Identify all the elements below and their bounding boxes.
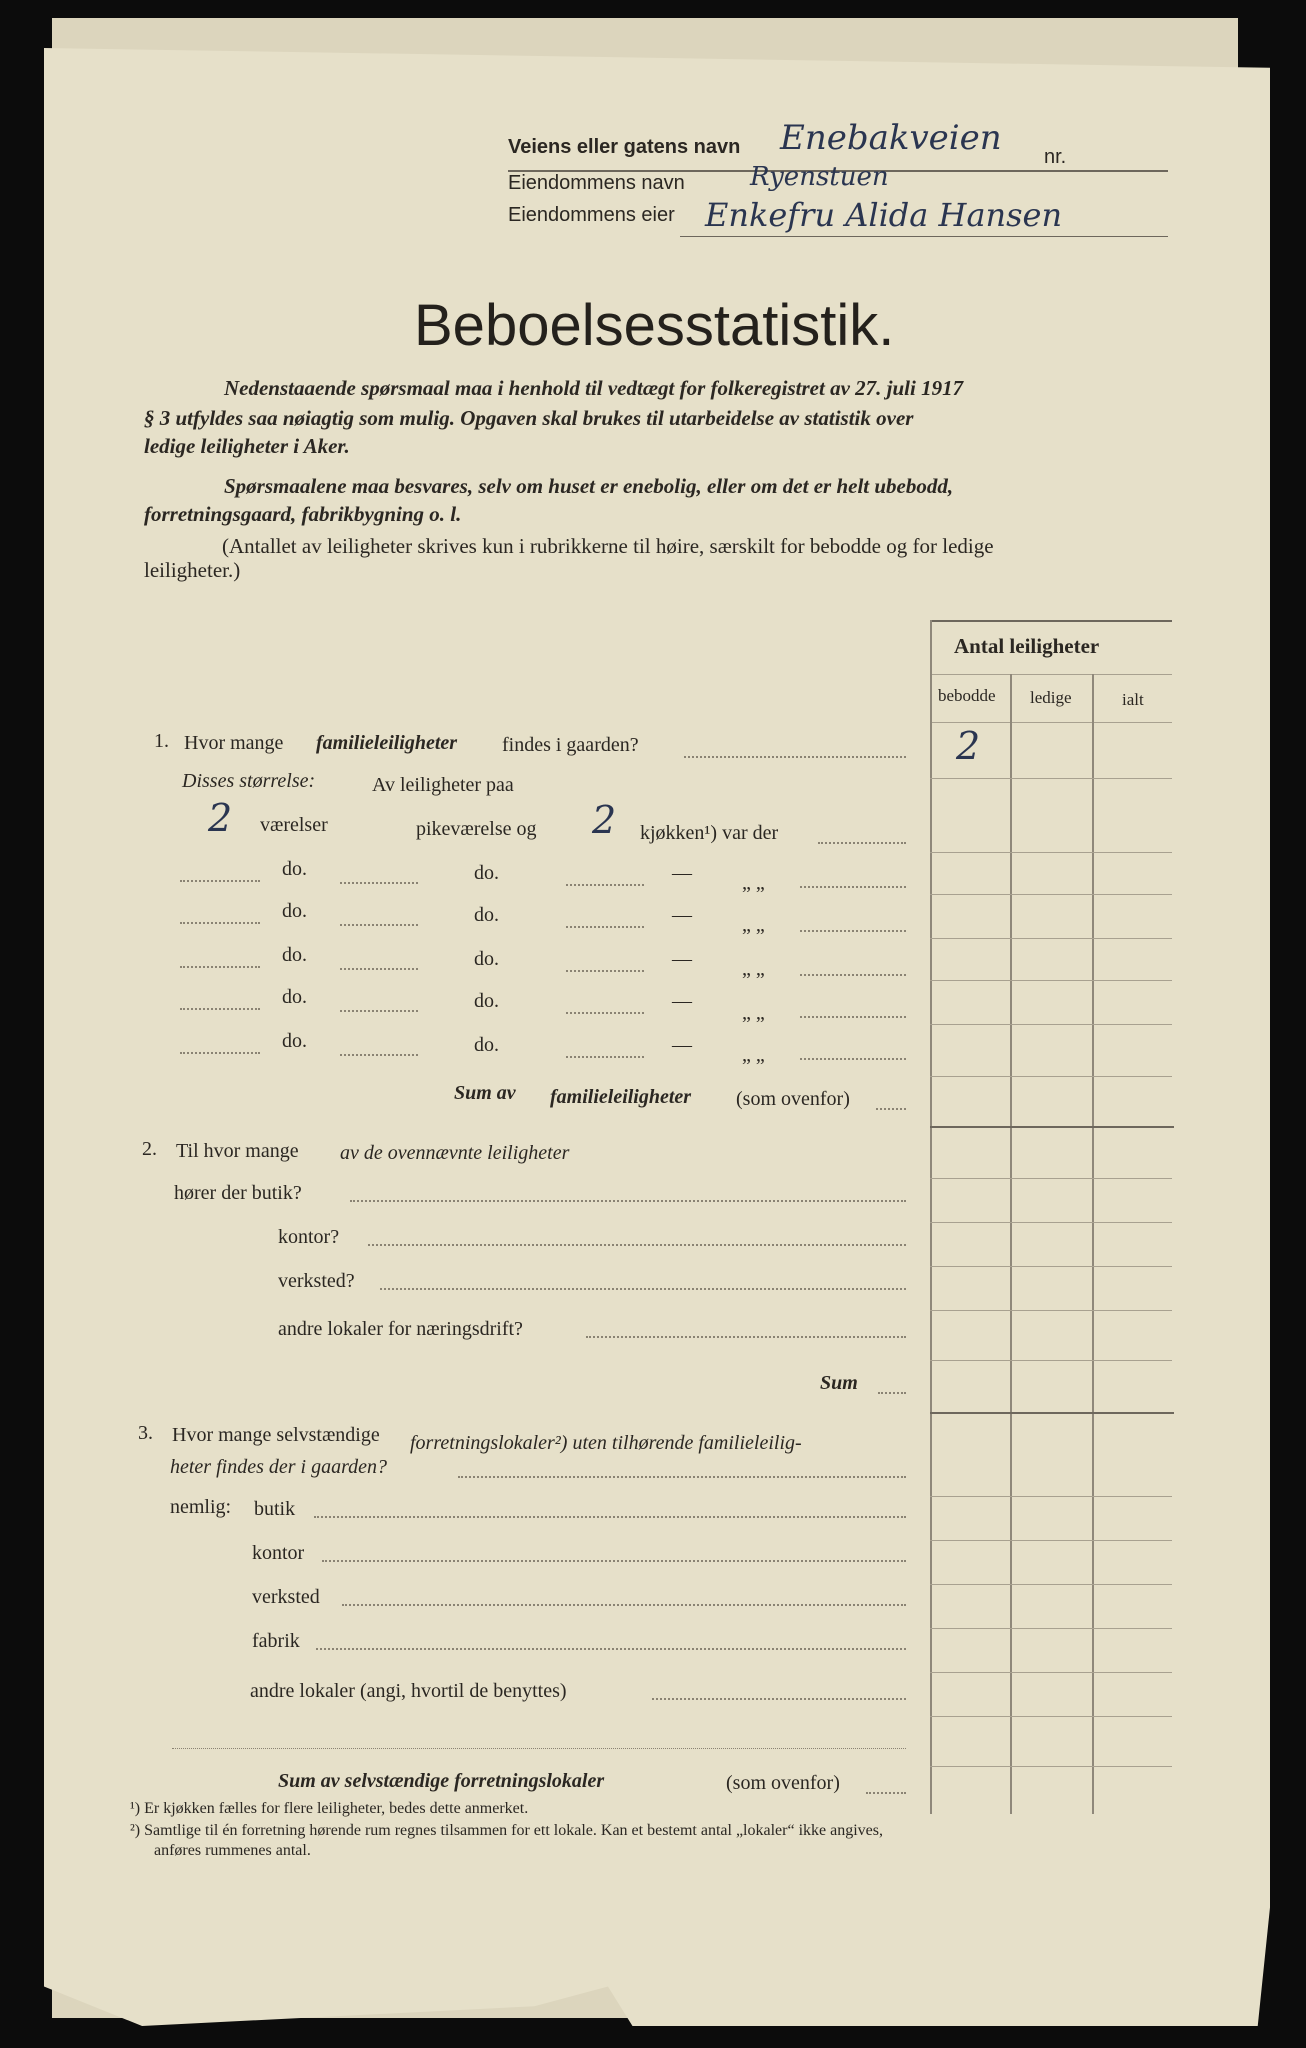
col-bebodde-header: bebodde: [938, 686, 996, 705]
leader-dots: [350, 1200, 906, 1202]
ditto-dash: —: [672, 948, 692, 970]
ditto-quote: „ „: [742, 1044, 765, 1066]
leader-dots: [800, 886, 906, 888]
leader-dots: [800, 1016, 906, 1018]
row-rule: [930, 1076, 1172, 1077]
ditto-rooms: do.: [282, 900, 307, 922]
owner-underline: [680, 236, 1168, 237]
row-rule: [930, 1540, 1172, 1541]
row-rule: [930, 1310, 1172, 1311]
q1-number: 1.: [154, 730, 169, 752]
row-rule: [930, 938, 1172, 939]
ditto-maid: do.: [474, 904, 499, 926]
leader-dots: [866, 1792, 906, 1794]
q1-maid-label: pikeværelse og: [416, 818, 537, 840]
q3-text-a: Hvor mange selvstændige: [172, 1424, 380, 1446]
q3-text-b: forretningslokaler²) uten tilhørende familieleilig-: [410, 1432, 802, 1454]
q1-rooms-value: 2: [208, 796, 233, 840]
q1-text-b: familieleiligheter: [316, 732, 458, 754]
row-rule: [930, 1496, 1172, 1497]
leader-dots: [314, 1516, 906, 1518]
col-ledige-header: ledige: [1030, 688, 1072, 707]
footnote-2-line1: ²) Samtlige til én forretning hørende rum regnes tilsammen for ett lokale. Kan et bestemt antal „lokaler“ ikke angives,: [130, 1822, 883, 1839]
q1-text-c: findes i gaarden?: [502, 734, 639, 756]
table-left-border: [930, 620, 932, 1814]
ditto-rooms: do.: [282, 986, 307, 1008]
q1-size-text: Av leiligheter paa: [372, 774, 514, 796]
ditto-rooms: do.: [282, 1030, 307, 1052]
q1-sum-c: (som ovenfor): [736, 1088, 850, 1110]
q1-answer-bebodde: 2: [956, 724, 981, 768]
row-rule: [930, 1266, 1172, 1267]
leader-dots: [322, 1560, 906, 1562]
row-rule: [930, 1222, 1172, 1223]
owner-value: Enkefru Alida Hansen: [705, 196, 1063, 234]
q3-nemlig: nemlig:: [170, 1496, 232, 1518]
street-label: Veiens eller gatens navn: [508, 136, 741, 158]
ditto-dash: —: [672, 904, 692, 926]
ditto-blank: [180, 1052, 260, 1054]
row-rule: [930, 1628, 1172, 1629]
q1-sum-b: familieleiligheter: [550, 1086, 692, 1108]
row-rule: [930, 980, 1172, 981]
ditto-blank: [340, 968, 418, 970]
nr-label: nr.: [1044, 146, 1067, 168]
leader-dots: [800, 974, 906, 976]
row-rule: [930, 1584, 1172, 1585]
q3-butik: butik: [254, 1498, 296, 1520]
row-rule: [930, 1360, 1172, 1361]
ditto-blank: [340, 1010, 418, 1012]
blank-line: [172, 1748, 906, 1749]
q1-sum-a: Sum av: [454, 1082, 516, 1104]
footnote-2-line2: anføres rummenes antal.: [154, 1842, 311, 1859]
ditto-blank: [340, 882, 418, 884]
table-subheader-rule: [930, 674, 1172, 675]
leader-dots: [342, 1604, 906, 1606]
table-top-rule: [930, 620, 1172, 622]
ditto-blank: [566, 1056, 644, 1058]
leader-dots: [800, 1058, 906, 1060]
q3-fabrik: fabrik: [252, 1630, 300, 1652]
leader-dots: [878, 1392, 906, 1394]
q2-number: 2.: [142, 1138, 157, 1160]
row-rule: [930, 1178, 1172, 1179]
table-header-bottom-rule: [930, 722, 1172, 723]
ditto-quote: „ „: [742, 958, 765, 980]
ditto-maid: do.: [474, 1034, 499, 1056]
q1-kitchen-label: kjøkken¹) var der: [640, 822, 779, 844]
q1-text-a: Hvor mange: [184, 732, 284, 754]
ditto-dash: —: [672, 1034, 692, 1056]
ditto-rooms: do.: [282, 858, 307, 880]
q3-andre: andre lokaler (angi, hvortil de benyttes): [250, 1680, 567, 1702]
leader-dots: [652, 1698, 906, 1700]
q2-text-a: Til hvor mange: [176, 1140, 299, 1162]
ditto-maid: do.: [474, 948, 499, 970]
row-rule: [930, 852, 1172, 853]
q3-sum-a: Sum av selvstændige forretningslokaler: [278, 1770, 605, 1792]
ditto-blank: [180, 966, 260, 968]
leader-dots: [876, 1108, 906, 1110]
intro-p2-line2: forretningsgaard, fabrikbygning o. l.: [144, 502, 462, 526]
footnote-1: ¹) Er kjøkken fælles for flere leiligheter, bedes dette anmerket.: [130, 1800, 529, 1817]
page-title: Beboelsesstatistik.: [414, 293, 895, 358]
ditto-rooms: do.: [282, 944, 307, 966]
q1-kitchen-value: 2: [592, 798, 617, 842]
table-col-divider-1: [1010, 674, 1012, 1814]
property-name-value: Ryenstuen: [750, 162, 889, 192]
q3-sum-b: (som ovenfor): [726, 1772, 840, 1794]
row-rule: [930, 894, 1172, 895]
q3-kontor: kontor: [252, 1542, 305, 1564]
ditto-quote: „ „: [742, 914, 765, 936]
ditto-blank: [566, 1012, 644, 1014]
table-title: Antal leiligheter: [954, 634, 1100, 658]
owner-label: Eiendommens eier: [508, 204, 675, 226]
leader-dots: [586, 1336, 906, 1338]
q3-number: 3.: [138, 1422, 153, 1444]
q2-sum: Sum: [820, 1372, 858, 1394]
row-rule: [930, 778, 1172, 779]
section-rule: [930, 1126, 1174, 1128]
ditto-blank: [566, 970, 644, 972]
q2-butik: hører der butik?: [174, 1182, 302, 1204]
ditto-maid: do.: [474, 862, 499, 884]
q1-size-label: Disses størrelse:: [182, 770, 316, 792]
ditto-blank: [180, 1008, 260, 1010]
row-rule: [930, 1716, 1172, 1717]
ditto-quote: „ „: [742, 1002, 765, 1024]
property-name-label: Eiendommens navn: [508, 172, 685, 194]
street-value: Enebakveien: [780, 118, 1002, 158]
q2-andre: andre lokaler for næringsdrift?: [278, 1318, 523, 1340]
intro-p1-line3: ledige leiligheter i Aker.: [144, 434, 350, 458]
section-rule: [930, 1412, 1174, 1414]
ditto-quote: „ „: [742, 872, 765, 894]
q2-kontor: kontor?: [278, 1226, 340, 1248]
ditto-blank: [180, 880, 260, 882]
ditto-blank: [566, 926, 644, 928]
leader-dots: [458, 1476, 906, 1478]
intro-p3-line2: leiligheter.): [144, 558, 241, 582]
leader-dots: [684, 756, 906, 758]
ditto-maid: do.: [474, 990, 499, 1012]
row-rule: [930, 1766, 1172, 1767]
row-rule: [930, 1672, 1172, 1673]
col-ialt-header: ialt: [1122, 690, 1144, 709]
leader-dots: [316, 1648, 906, 1650]
intro-p1-line1: Nedenstaaende spørsmaal maa i henhold til vedtægt for folkeregistret av 27. juli 1917: [224, 376, 964, 400]
ditto-blank: [180, 922, 260, 924]
table-col-divider-2: [1092, 674, 1094, 1814]
leader-dots: [380, 1288, 906, 1290]
q2-text-b: av de ovennævnte leiligheter: [340, 1142, 570, 1164]
ditto-dash: —: [672, 862, 692, 884]
ditto-dash: —: [672, 990, 692, 1012]
q1-rooms-label: værelser: [260, 814, 328, 836]
intro-p2-line1: Spørsmaalene maa besvares, selv om huset er enebolig, eller om det er helt ubebodd,: [224, 474, 954, 498]
leader-dots: [818, 842, 906, 844]
ditto-blank: [566, 884, 644, 886]
leader-dots: [368, 1244, 906, 1246]
intro-p1-line2: § 3 utfyldes saa nøiagtig som mulig. Opgaven skal brukes til utarbeidelse av statistik over: [144, 406, 914, 430]
q3-verksted: verksted: [252, 1586, 320, 1608]
leader-dots: [800, 930, 906, 932]
ditto-blank: [340, 924, 418, 926]
q2-verksted: verksted?: [278, 1270, 355, 1292]
ditto-blank: [340, 1054, 418, 1056]
q3-text-c: heter findes der i gaarden?: [170, 1456, 388, 1478]
intro-p3-line1: (Antallet av leiligheter skrives kun i rubrikkerne til høire, særskilt for bebodde og for ledige: [222, 534, 994, 558]
row-rule: [930, 1024, 1172, 1025]
